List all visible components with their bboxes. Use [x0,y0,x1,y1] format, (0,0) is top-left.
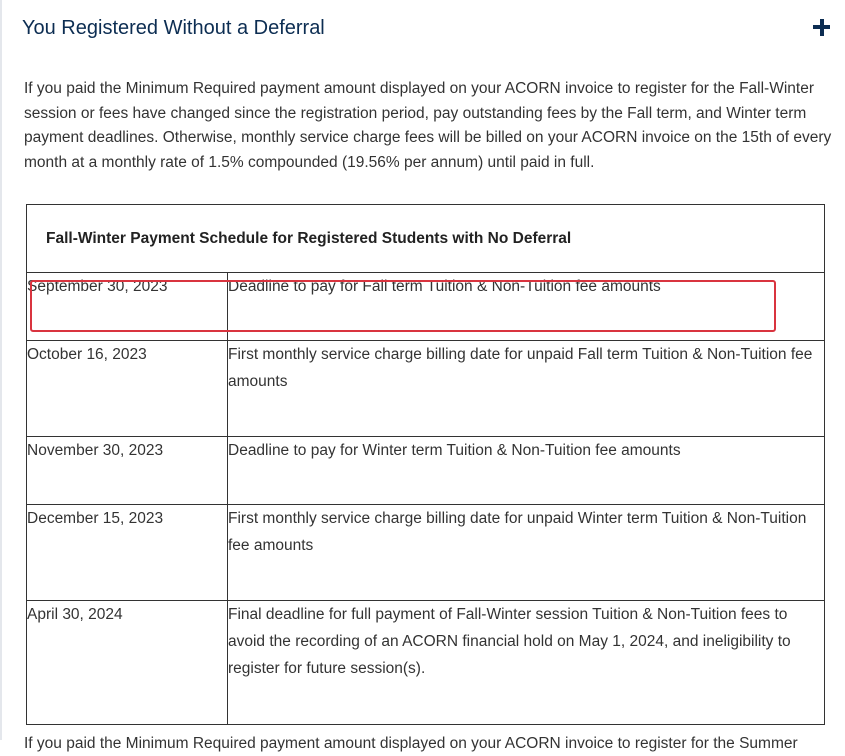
date-cell: April 30, 2024 [27,601,228,725]
description-cell: Deadline to pay for Winter term Tuition & Non-Tuition fee amounts [228,437,825,505]
date-cell: September 30, 2023 [27,273,228,341]
accordion-header[interactable] [2,0,845,58]
section-title[interactable]: You Registered Without a Deferral [22,17,325,39]
table-header-row [27,205,825,273]
table-row [27,505,825,601]
date-cell: November 30, 2023 [27,437,228,505]
plus-icon[interactable] [809,14,835,40]
description-cell: First monthly service charge billing date for unpaid Fall term Tuition & Non-Tuition fee amounts [228,341,825,437]
table-row [27,341,825,437]
description-cell: Deadline to pay for Fall term Tuition & Non-Tuition fee amounts [228,273,825,341]
table-row [27,601,825,725]
intro-paragraph: If you paid the Minimum Required payment amount displayed on your ACORN invoice to register for the Fall-Winter session or fees have changed since the registration period, pay outstanding fees by the Fall term, and Winter term payment deadlines. Otherwise, monthly service charge fees will be billed on your ACORN invoice on the 15th of every month at a monthly rate of 1.5% compounded (19.56% per annum) until paid in full. [24,80,832,171]
description-cell: Final deadline for full payment of Fall-Winter session Tuition & Non-Tuition fees to avoid the recording of an ACORN financial hold on May 1, 2024, and ineligibility to register for future session(s). [228,601,825,725]
date-cell: October 16, 2023 [27,341,228,437]
table-heading: Fall-Winter Payment Schedule for Registered Students with No Deferral [27,205,825,273]
next-paragraph-partial: If you paid the Minimum Required payment amount displayed on your ACORN invoice to register for the Summer [24,735,798,752]
table-row [27,437,825,505]
date-cell: December 15, 2023 [27,505,228,601]
payment-schedule-table [26,204,825,725]
plus-icon-vertical-bar [820,19,824,36]
table-row [27,273,825,341]
description-cell: First monthly service charge billing date for unpaid Winter term Tuition & Non-Tuition fee amounts [228,505,825,601]
